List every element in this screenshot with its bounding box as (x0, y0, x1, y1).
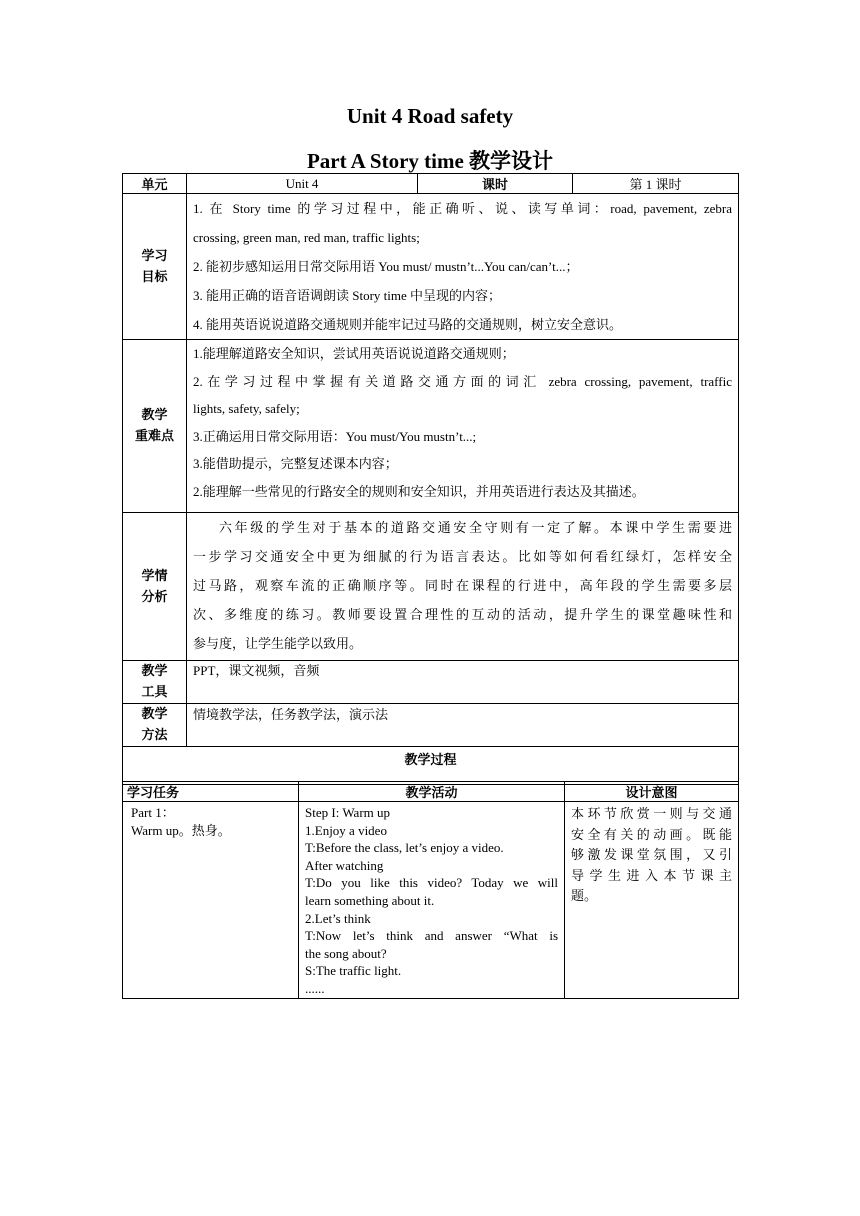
objectives-content (187, 194, 739, 340)
period-label: 课时 (418, 174, 573, 194)
analysis-line: 六年级的学生对于基本的道路交通安全守则有一定了解。本课中学生需要进 (219, 520, 732, 535)
activity-line: T:Do you like this video? Today we will (305, 875, 558, 891)
objectives-label: 学习 目标 (123, 194, 187, 340)
intent-line: 导学生进入本节课主 (571, 867, 732, 883)
methods-content: 情境教学法，任务教学法，演示法 (187, 704, 739, 747)
intent-line: 安全有关的动画。既能 (571, 826, 732, 842)
key-points-line: lights, safety, safely; (193, 401, 300, 416)
tools-content: PPT，课文视频，音频 (187, 661, 739, 704)
activity-line: the song about? (305, 945, 387, 961)
analysis-line: 次、多维度的练习。教师要设置合理性的互动的活动，提升学生的课堂趣味性和 (193, 607, 732, 622)
intent-line: 题。 (571, 888, 598, 903)
analysis-line: 一步学习交通安全中更为细腻的行为语言表达。比如等如何看红绿灯，怎样安全 (193, 549, 732, 564)
objectives-line: 3. 能用正确的语音语调朗读 Story time 中呈现的内容； (193, 288, 502, 303)
document-subtitle: Part A Story time 教学设计 (306, 149, 554, 173)
activity-line: 1.Enjoy a video (305, 822, 387, 838)
analysis-label: 学情 分析 (123, 513, 187, 661)
process-heading: 教学过程 (123, 747, 739, 785)
key-points-line: 2.能理解一些常见的行路安全的规则和安全知识，并用英语进行表达及其描述。 (193, 483, 645, 499)
analysis-line: 参与度，让学生能学以致用。 (193, 636, 363, 651)
key-points-content (187, 340, 739, 513)
activity-line: T:Now let’s think and answer “What is (305, 928, 558, 944)
key-points-line: 1.能理解道路安全知识，尝试用英语说说道路交通规则； (193, 346, 515, 361)
col-activity-header: 教学活动 (299, 782, 565, 802)
key-points-line: 2.在学习过程中掌握有关道路交通方面的词汇 zebra crossing, pavement, traffic (193, 373, 732, 389)
key-points-label: 教学 重难点 (123, 340, 187, 513)
document-title: Unit 4 Road safety (346, 104, 514, 128)
col-task-header: 学习任务 (123, 782, 299, 802)
objectives-line: 1. 在 Story time 的学习过程中，能正确听、说、读写单词：road, pavement, zebra (193, 201, 732, 216)
objectives-line: 2. 能初步感知运用日常交际用语 You must/ mustn’t...You can/can’t...； (193, 259, 579, 274)
activity-line: Step I: Warm up (305, 805, 391, 820)
analysis-line: 过马路，观察车流的正确顺序等。同时在课程的行进中，高年段的学生需要多层 (193, 578, 732, 593)
lesson-plan-table (122, 173, 739, 785)
activity-line: S:The traffic light. (305, 963, 402, 979)
task-cell (123, 802, 299, 999)
intent-line: 本环节欣赏一则与交通 (571, 806, 732, 821)
activity-line: T:Before the class, let’s enjoy a video. (305, 840, 504, 856)
activity-line: learn something about it. (305, 892, 435, 908)
process-table (122, 781, 739, 999)
key-points-line: 3.正确运用日常交际用语：You must/You mustn’t...; (193, 428, 477, 444)
methods-label: 教学 方法 (123, 704, 187, 747)
activity-cell (299, 802, 565, 999)
task-line: Warm up。热身。 (131, 822, 231, 838)
unit-value: Unit 4 (187, 174, 418, 194)
activity-line: After watching (305, 857, 384, 873)
objectives-line: 4. 能用英语说说道路交通规则并能牢记过马路的交通规则，树立安全意识。 (193, 317, 623, 332)
objectives-line: crossing, green man, red man, traffic lights; (193, 230, 420, 245)
col-intent-header: 设计意图 (565, 782, 739, 802)
tools-label: 教学 工具 (123, 661, 187, 704)
intent-line: 够激发课堂氛围，又引 (571, 847, 732, 862)
key-points-line: 3.能借助提示，完整复述课本内容； (193, 456, 398, 471)
unit-label: 单元 (123, 174, 187, 194)
task-line: Part 1： (131, 805, 175, 820)
analysis-content (187, 513, 739, 661)
activity-line: 2.Let’s think (305, 910, 371, 926)
intent-cell (565, 802, 739, 999)
activity-line: ...... (305, 980, 325, 996)
period-value: 第 1 课时 (573, 174, 739, 194)
